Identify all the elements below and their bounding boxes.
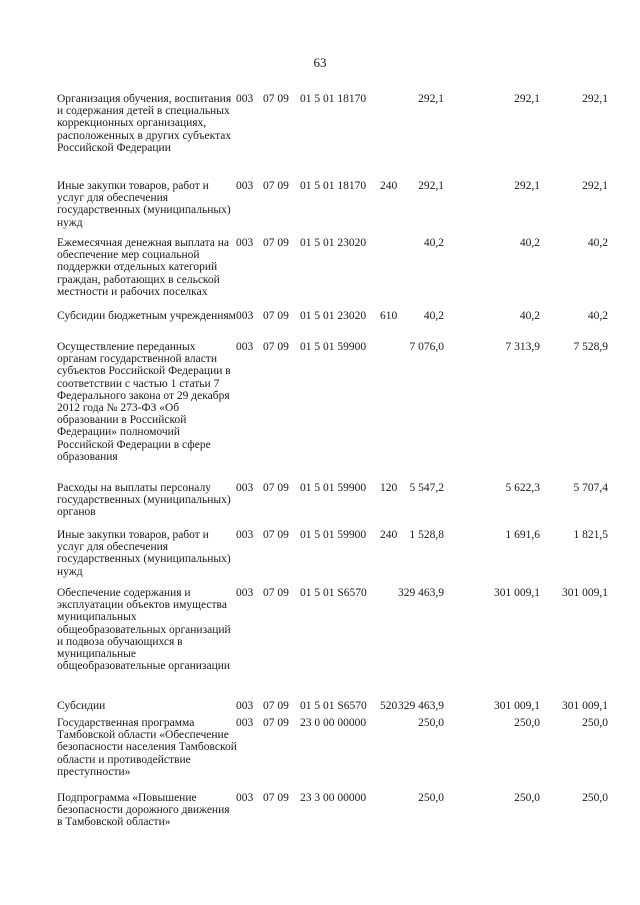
target-article: 23 0 00 00000	[300, 717, 367, 729]
row-name: Ежемесячная денежная выплата на обеспечение мер социальной поддержки отдельных категорий граждан, работающих в сельской местности и рабочих поселках	[57, 237, 230, 298]
value-year-2: 250,0	[514, 792, 540, 804]
value-year-2: 250,0	[514, 717, 540, 729]
value-year-2: 40,2	[519, 237, 540, 249]
row-name: Государственная программа Тамбовской области «Обеспечение безопасности населения Тамбовской области и противодействие преступности»	[57, 717, 237, 778]
value-year-3: 5 707,4	[573, 482, 608, 494]
target-article: 01 5 01 59900	[300, 529, 367, 541]
value-year-3: 292,1	[582, 180, 608, 192]
ministry-code: 003	[236, 587, 254, 599]
ministry-code: 003	[236, 792, 254, 804]
section-code: 07 09	[263, 341, 289, 353]
section-code: 07 09	[263, 792, 289, 804]
value-year-1: 292,1	[418, 93, 444, 105]
value-year-3: 40,2	[587, 237, 608, 249]
expense-type: 240	[380, 180, 398, 192]
value-year-3: 1 821,5	[573, 529, 608, 541]
expense-type: 120	[380, 482, 398, 494]
section-code: 07 09	[263, 93, 289, 105]
section-code: 07 09	[263, 237, 289, 249]
value-year-2: 7 313,9	[505, 341, 540, 353]
target-article: 01 5 01 23020	[300, 237, 367, 249]
value-year-3: 250,0	[582, 792, 608, 804]
value-year-1: 7 076,0	[409, 341, 444, 353]
value-year-1: 292,1	[418, 180, 444, 192]
row-name: Субсидии бюджетным учреждениям	[57, 310, 236, 322]
value-year-1: 40,2	[423, 237, 444, 249]
row-name: Осуществление переданных органам государственной власти субъектов Российской Федерации в соответствии с частью 1 статьи 7 Федерального закона от 29 декабря 2012 года № 273-ФЗ «Об образовании в Российской Федерации» полномочий Российской Федерации в сфере образования	[57, 341, 231, 463]
value-year-2: 292,1	[514, 180, 540, 192]
row-name: Иные закупки товаров, работ и услуг для обеспечения государственных (муниципальных) нужд	[57, 180, 231, 229]
value-year-1: 5 547,2	[409, 482, 444, 494]
target-article: 01 5 01 18170	[300, 180, 367, 192]
value-year-3: 301 009,1	[562, 700, 608, 712]
target-article: 01 5 01 S6570	[300, 700, 367, 712]
value-year-2: 40,2	[519, 310, 540, 322]
row-name: Расходы на выплаты персоналу государственных (муниципальных) органов	[57, 482, 231, 519]
section-code: 07 09	[263, 587, 289, 599]
ministry-code: 003	[236, 93, 254, 105]
section-code: 07 09	[263, 717, 289, 729]
value-year-1: 250,0	[418, 717, 444, 729]
target-article: 01 5 01 S6570	[300, 587, 367, 599]
ministry-code: 003	[236, 700, 254, 712]
page-number: 63	[313, 55, 327, 70]
value-year-2: 301 009,1	[494, 700, 540, 712]
value-year-1: 329 463,9	[398, 700, 444, 712]
ministry-code: 003	[236, 717, 254, 729]
value-year-3: 7 528,9	[573, 341, 608, 353]
ministry-code: 003	[236, 237, 254, 249]
row-name: Субсидии	[57, 700, 106, 712]
value-year-2: 292,1	[514, 93, 540, 105]
value-year-1: 250,0	[418, 792, 444, 804]
ministry-code: 003	[236, 529, 254, 541]
target-article: 23 3 00 00000	[300, 792, 367, 804]
target-article: 01 5 01 59900	[300, 341, 367, 353]
value-year-2: 5 622,3	[505, 482, 540, 494]
ministry-code: 003	[236, 310, 254, 322]
value-year-1: 1 528,8	[409, 529, 444, 541]
expense-type: 610	[380, 310, 398, 322]
section-code: 07 09	[263, 700, 289, 712]
row-name: Организация обучения, воспитания и содержания детей в специальных коррекционных организациях, расположенных в других субъектах Российской Федерации	[57, 93, 232, 154]
target-article: 01 5 01 23020	[300, 310, 367, 322]
section-code: 07 09	[263, 180, 289, 192]
ministry-code: 003	[236, 180, 254, 192]
target-article: 01 5 01 59900	[300, 482, 367, 494]
value-year-3: 40,2	[587, 310, 608, 322]
value-year-3: 250,0	[582, 717, 608, 729]
row-name: Обеспечение содержания и эксплуатации объектов имущества муниципальных общеобразовательных организаций и подвоза обучающихся в муниципальные общеобразовательные организации	[57, 587, 231, 673]
section-code: 07 09	[263, 310, 289, 322]
row-name: Подпрограмма «Повышение безопасности дорожного движения в Тамбовской области»	[57, 792, 230, 829]
ministry-code: 003	[236, 482, 254, 494]
value-year-1: 329 463,9	[398, 587, 444, 599]
section-code: 07 09	[263, 529, 289, 541]
section-code: 07 09	[263, 482, 289, 494]
ministry-code: 003	[236, 341, 254, 353]
expense-type: 520	[380, 700, 398, 712]
expense-type: 240	[380, 529, 398, 541]
value-year-3: 292,1	[582, 93, 608, 105]
row-name: Иные закупки товаров, работ и услуг для обеспечения государственных (муниципальных) нужд	[57, 529, 231, 578]
value-year-3: 301 009,1	[562, 587, 608, 599]
value-year-2: 1 691,6	[505, 529, 540, 541]
target-article: 01 5 01 18170	[300, 93, 367, 105]
value-year-1: 40,2	[423, 310, 444, 322]
value-year-2: 301 009,1	[494, 587, 540, 599]
